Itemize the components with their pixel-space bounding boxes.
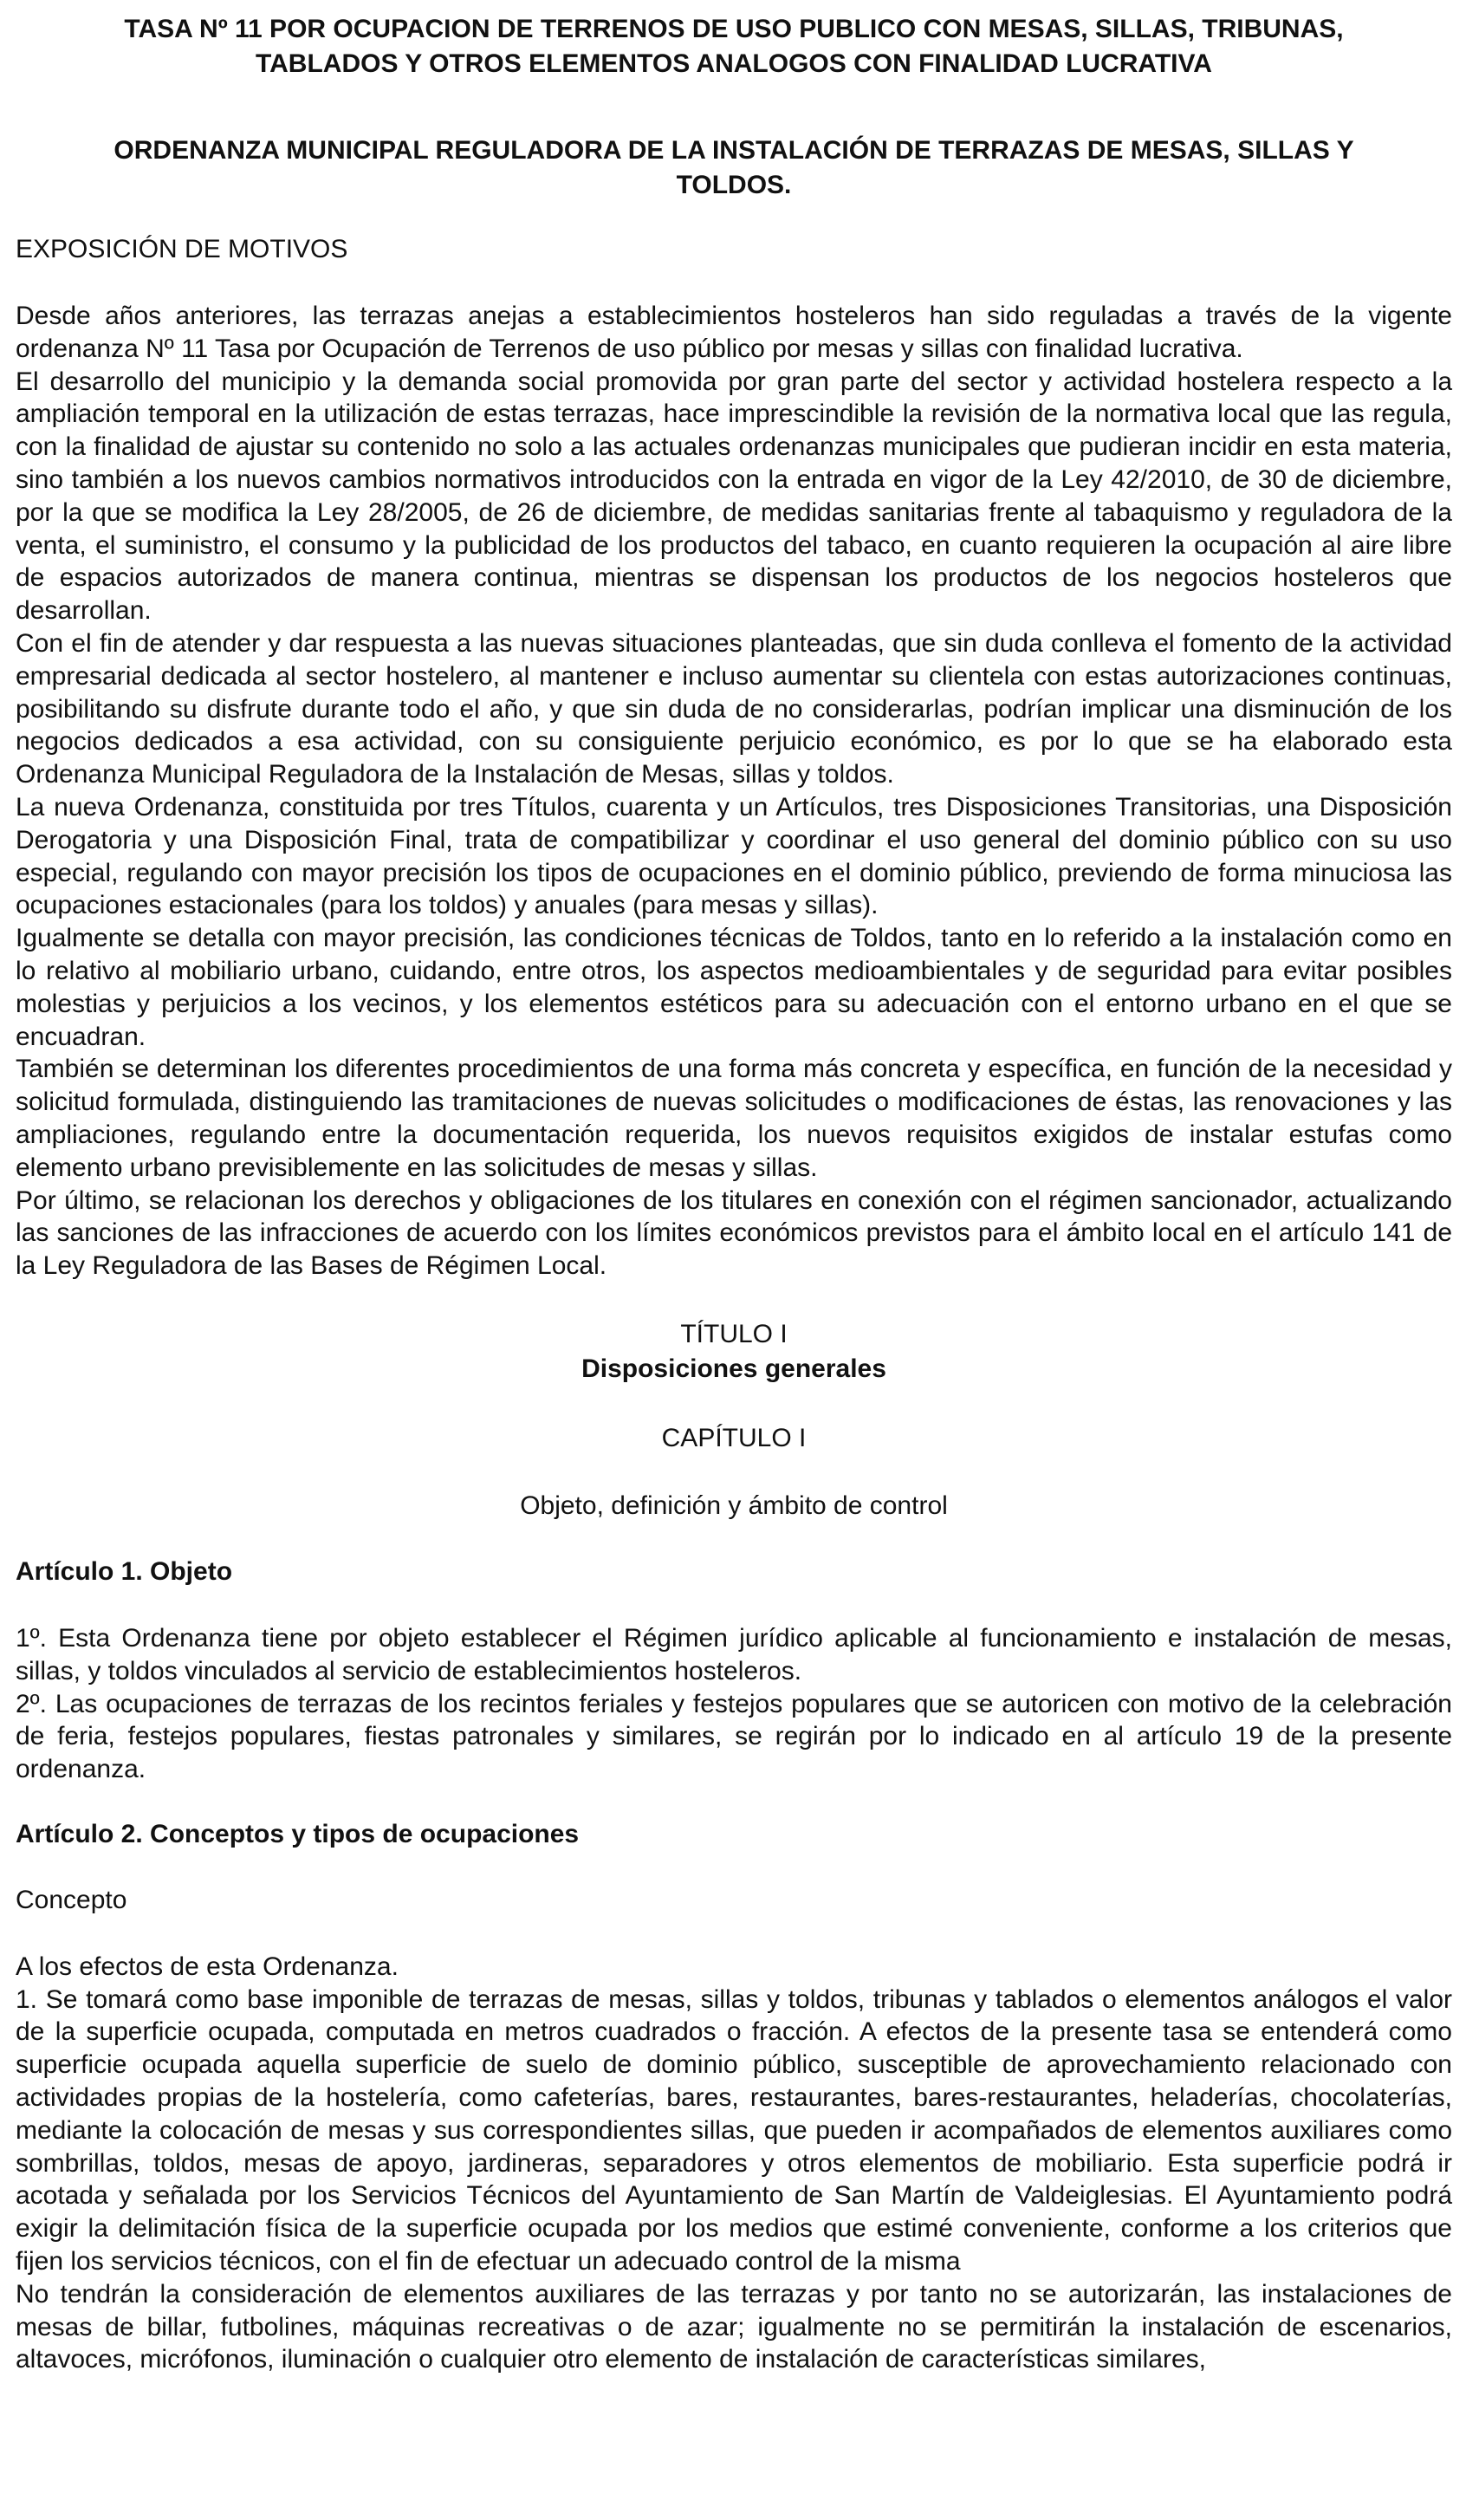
titulo-label: TÍTULO I <box>680 1319 788 1348</box>
exposition-paragraph: El desarrollo del municipio y la demanda social promovida por gran parte del sector y actividad hostelera respecto a la ampliación temporal en la utilización de estas terrazas, hace imprescindible la revisión de la normativa local que las regula, con la finalidad de ajustar su contenido no solo a las actuales ordenanzas municipales que pudieran incidir en esta materia, sino también a los nuevos cambios normativos introducidos con la entrada en vigor de la Ley 42/2010, de 30 de diciembre, por la que se modifica la Ley 28/2005, de 26 de diciembre, de medidas sanitarias frente al tabaquismo y reguladora de la venta, el suministro, el consumo y la publicidad de los productos del tabaco, en cuanto requieren la ocupación al aire libre de espacios autorizados de manera continua, mientras se dispensan los productos de los negocios hosteleros que desarrollan. <box>16 367 1452 626</box>
article-2-body <box>16 1951 1452 2376</box>
article-1-paragraph: 1º. Esta Ordenanza tiene por objeto establecer el Régimen jurídico aplicable al funcionamiento e instalación de mesas, sillas, y toldos vinculados al servicio de establecimientos hosteleros. <box>16 1623 1452 1685</box>
article-1-body <box>16 1622 1452 1786</box>
article-2-paragraph: A los efectos de esta Ordenanza. <box>16 1952 399 1981</box>
concept-label: Concepto <box>16 1885 127 1914</box>
capitulo-label: CAPÍTULO I <box>661 1423 807 1452</box>
exposition-heading: EXPOSICIÓN DE MOTIVOS <box>16 235 348 263</box>
exposition-paragraph: Igualmente se detalla con mayor precisión, las condiciones técnicas de Toldos, tanto en lo referido a la instalación como en lo relativo al mobiliario urbano, cuidando, entre otros, los aspectos medioambientales y de seguridad para evitar posibles molestias y perjuicios a los vecinos, y los elementos estéticos para su adecuación con el entorno urbano en el que se encuadran. <box>16 924 1452 1051</box>
titulo-block <box>16 1317 1452 1387</box>
article-2-paragraph: No tendrán la consideración de elementos auxiliares de las terrazas y por tanto no se autorizarán, las instalaciones de mesas de billar, futbolines, máquinas recreativas o de azar; igualmente no se permitirán la instalación de escenarios, altavoces, micrófonos, iluminación o cualquier otro elemento de instalación de características similares, <box>16 2279 1452 2374</box>
exposition-paragraph: Con el fin de atender y dar respuesta a las nuevas situaciones planteadas, que sin duda conlleva el fomento de la actividad empresarial dedicada al sector hostelero, al mantener e incluso aumentar su clientela con estas autorizaciones continuas, posibilitando su disfrute durante todo el año, y que sin duda de no considerarlas, podrían implicar una disminución de los negocios dedicados a esa actividad, con su consiguiente perjuicio económico, es por lo que se ha elaborado esta Ordenanza Municipal Reguladora de la Instalación de Mesas, sillas y toldos. <box>16 628 1452 789</box>
exposition-paragraph: Por último, se relacionan los derechos y obligaciones de los titulares en conexión con el régimen sancionador, actualizando las sanciones de las infracciones de acuerdo con los límites económicos previstos para el ámbito local en el artículo 141 de la Ley Reguladora de las Bases de Régimen Local. <box>16 1185 1452 1281</box>
exposition-paragraph: La nueva Ordenanza, constituida por tres Títulos, cuarenta y un Artículos, tres Disposiciones Transitorias, una Disposición Derogatoria y una Disposición Final, trata de compatibilizar y coordinar el uso general del dominio público con su uso especial, regulando con mayor precisión los tipos de ocupaciones en el dominio público, previendo de forma minuciosa las ocupaciones estacionales (para los toldos) y anuales (para mesas y sillas). <box>16 792 1452 920</box>
article-1-paragraph: 2º. Las ocupaciones de terrazas de los recintos feriales y festejos populares que se autoricen con motivo de la celebración de feria, festejos populares, fiestas patronales y similares, se regirán por lo indicado en al artículo 19 de la presente ordenanza. <box>16 1689 1452 1784</box>
capitulo-name: Objeto, definición y ámbito de control <box>520 1491 948 1520</box>
exposition-paragraph: Desde años anteriores, las terrazas anejas a establecimientos hosteleros han sido reguladas a través de la vigente ordenanza Nº 11 Tasa por Ocupación de Terrenos de uso público por mesas y sillas con finalidad lucrativa. <box>16 302 1452 363</box>
exposition-body <box>16 300 1452 1283</box>
article-2-heading: Artículo 2. Conceptos y tipos de ocupaciones <box>16 1819 580 1848</box>
titulo-name: Disposiciones generales <box>581 1354 886 1383</box>
article-1-heading: Artículo 1. Objeto <box>16 1556 233 1586</box>
ordinance-title: ORDENANZA MUNICIPAL REGULADORA DE LA INSTALACIÓN DE TERRAZAS DE MESAS, SILLAS Y TOLDOS. <box>114 136 1354 199</box>
article-2-paragraph: 1. Se tomará como base imponible de terrazas de mesas, sillas y toldos, tribunas y tablados o elementos análogos el valor de la superficie ocupada, computada en metros cuadrados o fracción. A efectos de la presente tasa se entenderá como superficie ocupada aquella superficie de suelo de dominio público, susceptible de aprovechamiento relacionado con actividades propias de la hostelería, como cafeterías, bares, restaurantes, bares-restaurantes, heladerías, chocolaterías, mediante la colocación de mesas y sus correspondientes sillas, que pueden ir acompañados de elementos auxiliares como sombrillas, toldos, mesas de apoyo, jardineras, separadores y otros elementos de mobiliario. Esta superficie podrá ir acotada y señalada por los Servicios Técnicos del Ayuntamiento de San Martín de Valdeiglesias. El Ayuntamiento podrá exigir la delimitación física de la superficie ocupada por los medios que estimé conveniente, conforme a los criterios que fijen los servicios técnicos, con el fin de efectuar un adecuado control de la misma <box>16 1984 1452 2276</box>
document-title: TASA Nº 11 POR OCUPACION DE TERRENOS DE USO PUBLICO CON MESAS, SILLAS, TRIBUNAS, TABLADOS Y OTROS ELEMENTOS ANALOGOS CON FINALIDAD LUCRATIVA <box>124 15 1344 78</box>
exposition-paragraph: También se determinan los diferentes procedimientos de una forma más concreta y específica, en función de la necesidad y solicitud formulada, distinguiendo las tramitaciones de nuevas solicitudes o modificaciones de éstas, las renovaciones y las ampliaciones, regulando entre la documentación requerida, los nuevos requisitos exigidos de instalar estufas como elemento urbano previsiblemente en las solicitudes de mesas y sillas. <box>16 1055 1452 1182</box>
